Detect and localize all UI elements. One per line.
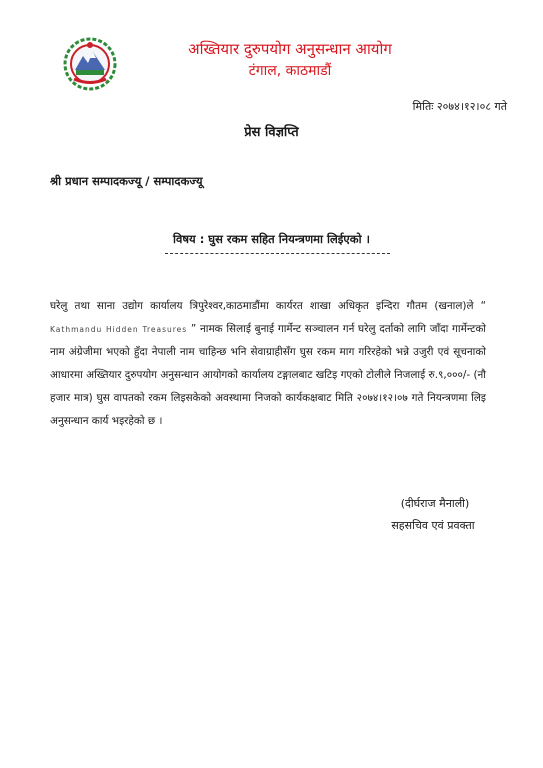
org-header: [140, 38, 440, 82]
subject-divider: [165, 253, 390, 254]
date-line: मितिः २०७४।१२।०८ गते: [412, 100, 507, 113]
document-title: प्रेस विज्ञप्ति: [244, 125, 299, 140]
recipient-line: श्री प्रधान सम्पादकज्यू / सम्पादकज्यू: [50, 174, 203, 188]
org-location: टंगाल, काठमाडौं: [248, 63, 332, 79]
subject-line: विषय : घुस रकम सहित नियन्त्रणमा लिईएको ।: [173, 232, 370, 246]
body-text-rest: ” नामक सिलाई बुनाई गार्मेन्ट सञ्चालन गर्न घरेलु दर्ताको लागि जाँदा गार्मेन्टको नाम अंग्रेजीमा भएको हुँदा नेपाली नाम चाहिन्छ भनि सेवाग्राहीसँग घुस रकम माग गरिरहेको भन्ने उजुरी एवं सूचनाको आधारमा अख्तियार दुरुपयोग अनुसन्धान आयोगको कार्यालय टङ्गालबाट खटिइ गएको टोलीले निजलाई रु.९,०००/- (नौ हजार मात्र) घुस वापतको रकम लिइसकेको अवस्थामा निजको कार्यकक्षबाट मिति २०७४।१२।०७ गते नियन्त्रणमा लिइ अनुसन्धान कार्य भइरहेको छ ।: [50, 323, 486, 427]
signatory-name: (दीर्घराज मैनाली): [400, 497, 470, 510]
org-name: अख्तियार दुरुपयोग अनुसन्धान आयोग: [188, 40, 392, 58]
signatory-title: सहसचिव एवं प्रवक्ता: [391, 519, 475, 532]
body-paragraph: [50, 295, 486, 433]
body-text-start: घरेलु तथा साना उद्योग कार्यालय त्रिपुरेश्वर,काठमाडौंमा कार्यरत शाखा अधिकृत इन्दिरा गौतम (खनाल)ले “: [50, 300, 486, 312]
government-emblem-icon: [62, 36, 118, 92]
business-name: Kathmandu Hidden Treasures: [50, 325, 188, 334]
